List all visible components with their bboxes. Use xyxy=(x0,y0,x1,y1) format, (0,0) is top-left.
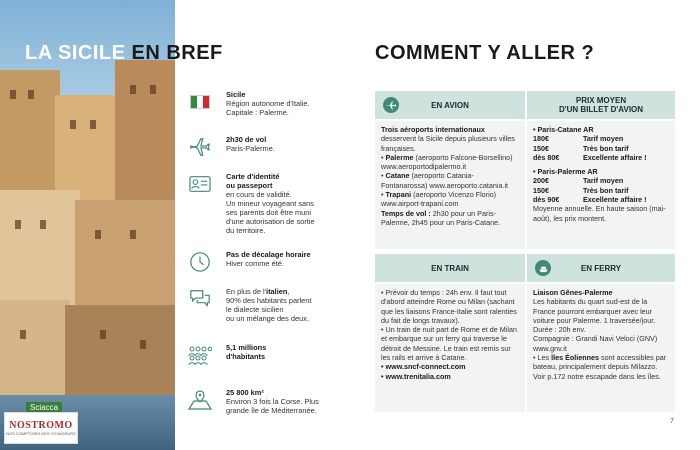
photo-caption: Sciacca xyxy=(26,402,62,413)
sciacca-town-photo xyxy=(0,0,175,450)
fact-area: 25 800 km² Environ 3 fois la Corse. Plus grande île de Méditerranée. xyxy=(188,388,338,415)
clock-icon xyxy=(188,250,212,274)
nostromo-logo: NOSTROMO NOS COMPTOIRS DES VOYAGEURS xyxy=(4,412,78,444)
page-number: 7 xyxy=(670,418,674,425)
fact-region: Sicile Région autonome d'Italie. Capitale : Palerme. xyxy=(188,90,338,117)
right-page-title: COMMENT Y ALLER ? xyxy=(375,42,595,64)
map-pin-icon xyxy=(188,388,212,412)
by-plane-header: EN AVION xyxy=(375,91,525,119)
flag-icon xyxy=(188,90,212,114)
trenitalia-link[interactable]: • www.trenitalia.com xyxy=(381,371,451,381)
by-train-header: EN TRAIN xyxy=(375,254,525,282)
by-ferry-header: EN FERRY xyxy=(527,254,675,282)
sncf-link[interactable]: • www.sncf-connect.com xyxy=(381,362,466,372)
left-page-title: LA SICILE EN BREF xyxy=(25,42,223,64)
airplane-icon xyxy=(383,97,399,113)
fact-language: En plus de l'italien, 90% des habitants parlent le dialecte sicilien ou un mélange des deux. xyxy=(188,287,338,323)
id-card-icon xyxy=(188,172,212,196)
ship-icon xyxy=(535,260,551,276)
airplane-icon xyxy=(188,135,212,159)
fact-timezone: Pas de décalage horaire Hiver comme été. xyxy=(188,250,338,274)
fact-population: 5,1 millions d'habitants xyxy=(188,343,338,367)
average-price-panel: • Paris-Catane AR 180€ Tarif moyen 150€ Très bon tarif dès 80€ Excellente affaire ! • Paris-Palerme AR 200€ Tarif moyen 150€ Très bon tarif dès 90€ Excellente affaire ! Moyenne annuelle. En haute saison (mai-août), les prix montent. xyxy=(527,121,675,249)
fact-documents: Carte d'identité ou passeport en cours de validité. Un mineur voyageant sans ses parents doit être muni d'une autorisation de sortie du territoire. xyxy=(188,172,338,235)
by-ferry-panel: Liaison Gênes-Palerme Les habitants du quart sud-est de la France pourront embarquer avec leur voiture pour Palerme. 1 traversée/jour. Durée : 20h env. Compagnie : Grandi Navi Veloci (GNV) www.gnv.it • Les îles Éoliennes sont accessibles par bateau, principalement depuis Milazzo. Voir p.172 notre escapade dans les îles. xyxy=(527,284,675,412)
by-plane-panel: Trois aéroports internationaux desservent la Sicile depuis plusieurs villes françaises. • Palerme (aeroporto Falcone-Borsellino) www.aeroportodipalermo.it • Catane (aeroporto Catania-Fontanarossa) www.aeroporto.catania.it • Trapani (aeroporto Vicenzo Florio) www.airport-trapani.com Temps de vol : 2h30 pour un Paris-Palerme, 2h45 pour un Paris-Catane. xyxy=(375,121,525,249)
speech-bubbles-icon xyxy=(188,287,212,311)
by-train-panel: • Prévoir du temps : 24h env. Il faut tout d'abord atteindre Rome ou Milan (sachant que les liaisons France-Italie sont ralenties du fait de longs travaux). • Un train de nuit part de Rome et de Milan et embarque sur un ferry qui traverse le détroit de Messine. Le train est remis sur les rails et arrive à Catane. • www.sncf-connect.com • www.trenitalia.com xyxy=(375,284,525,412)
fact-flight: 2h30 de vol Paris-Palerme. xyxy=(188,135,338,159)
average-price-header: PRIX MOYEN D'UN BILLET D'AVION xyxy=(527,91,675,119)
people-icon xyxy=(188,343,212,367)
